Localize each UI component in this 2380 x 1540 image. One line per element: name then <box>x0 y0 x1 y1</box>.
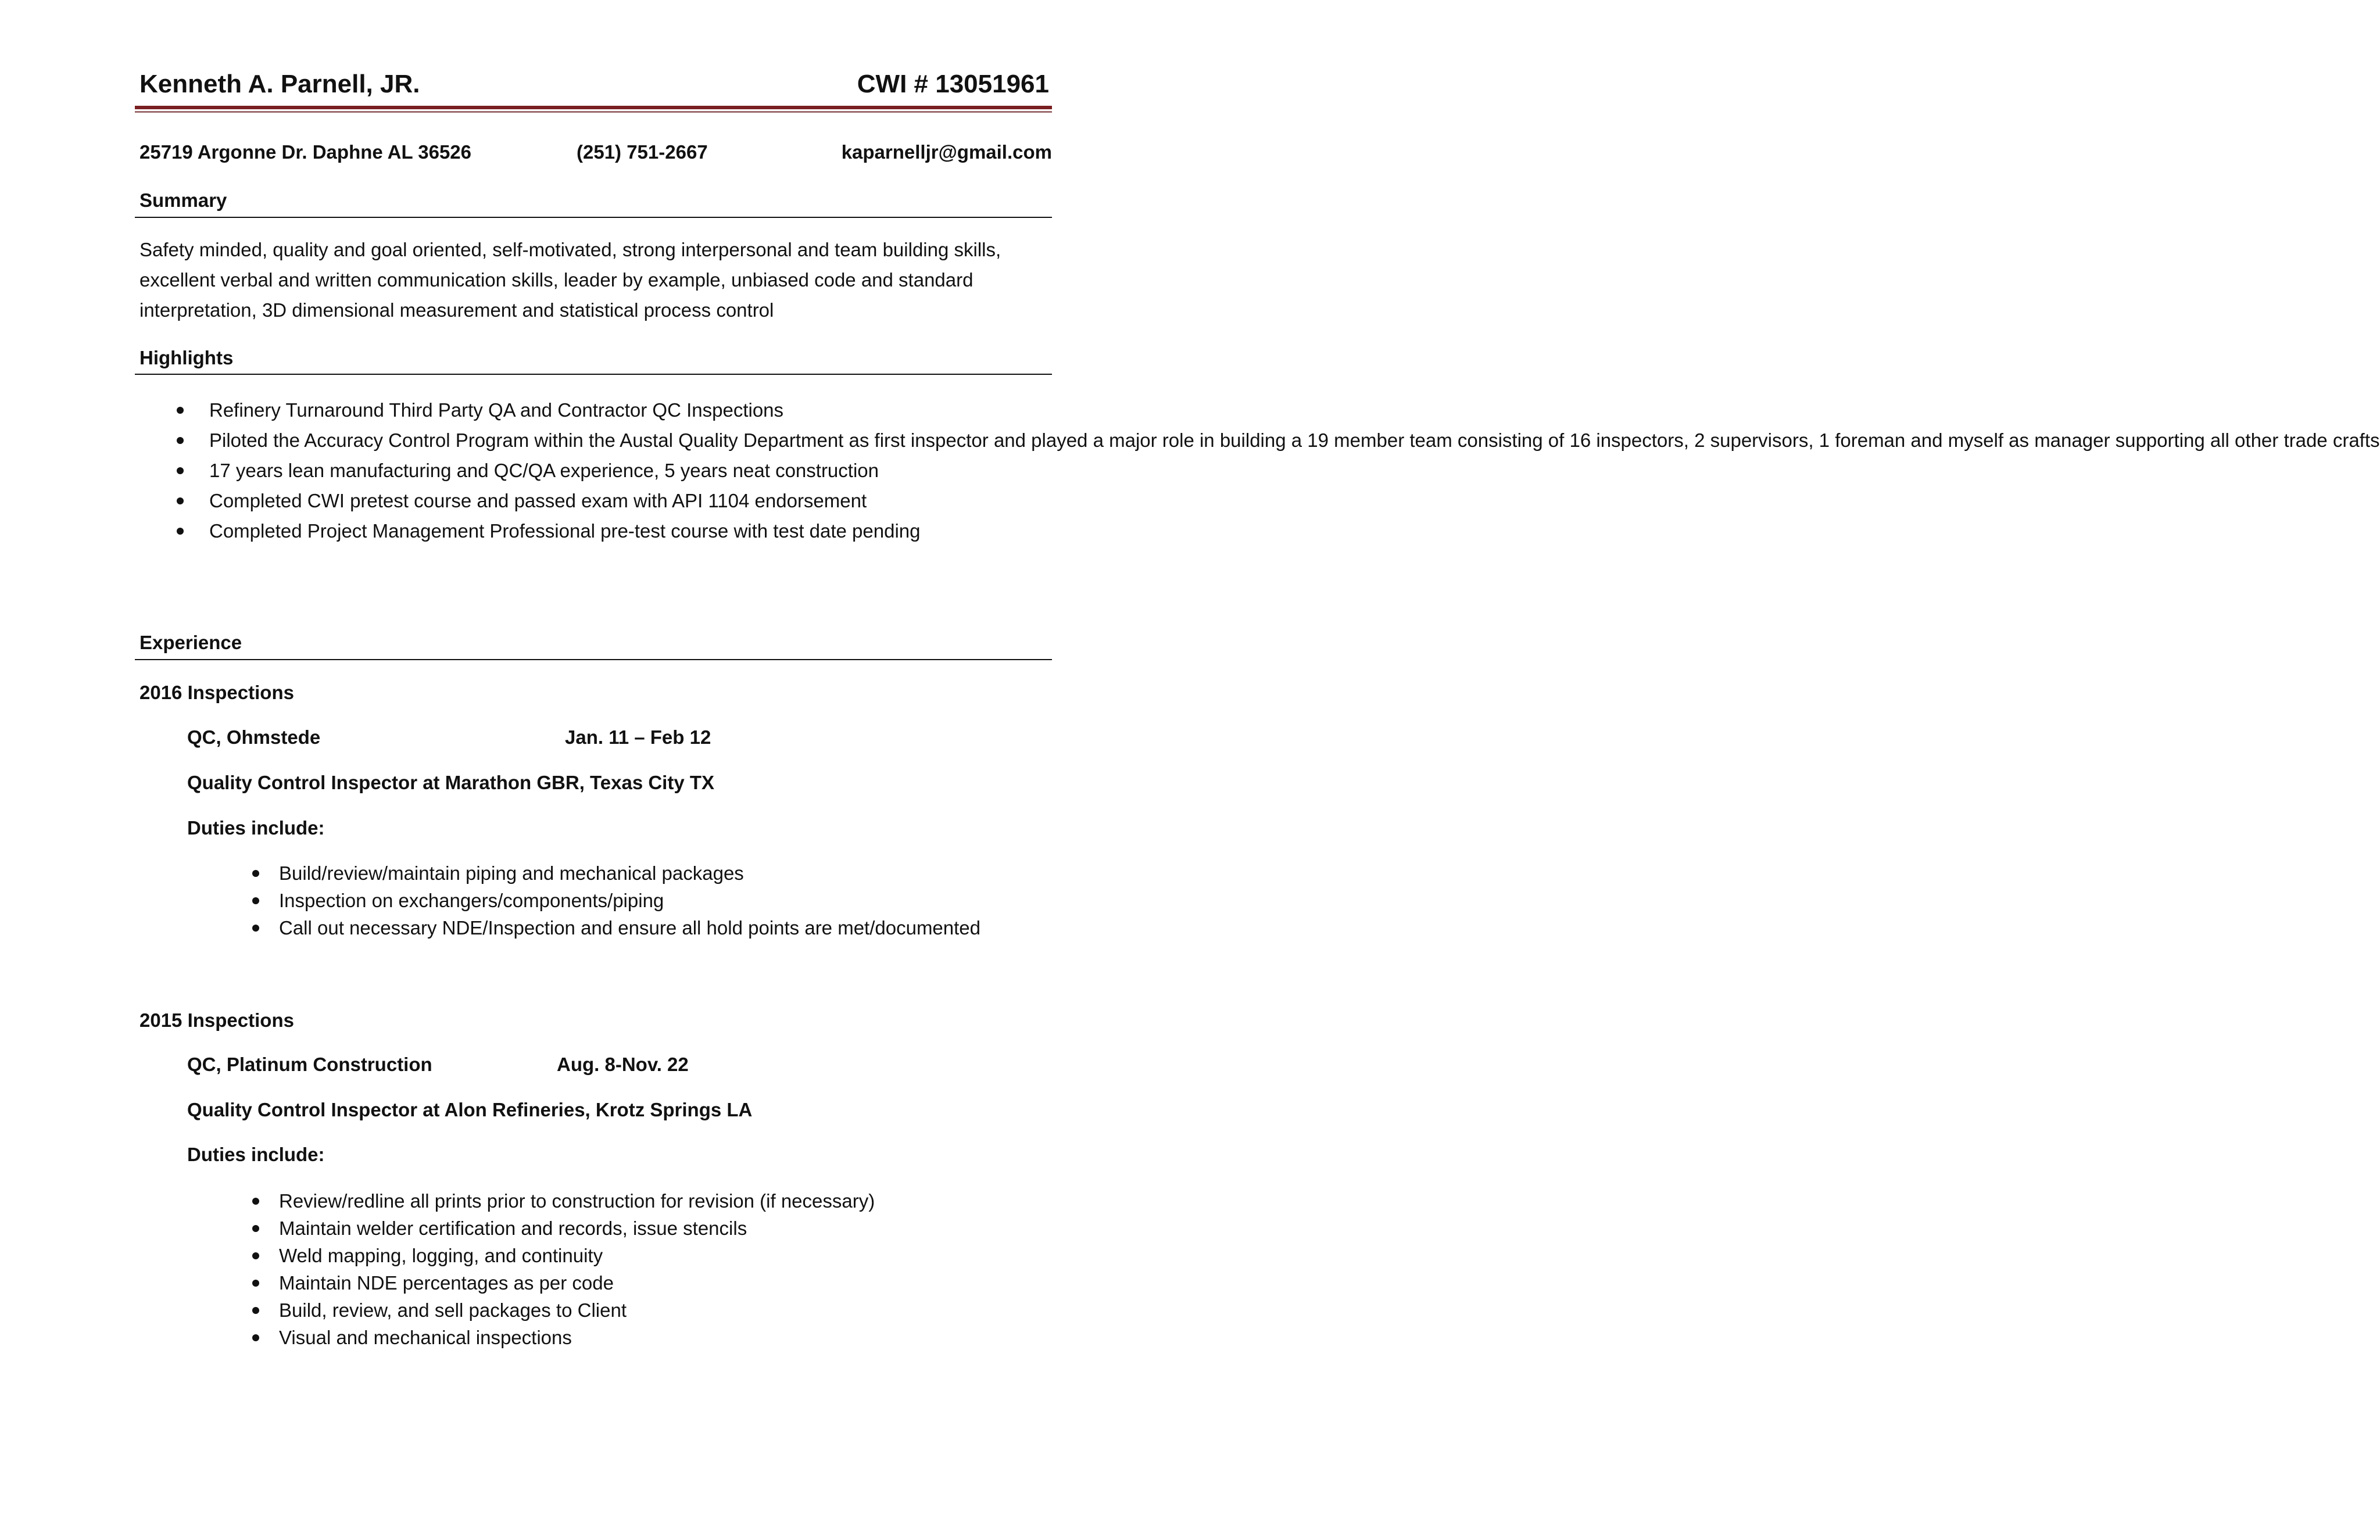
bullet-icon <box>252 1280 259 1287</box>
job-company: QC, Ohmstede <box>187 726 321 748</box>
summary-rule <box>135 217 1052 218</box>
job-dates: Jan. 11 – Feb 12 <box>565 726 711 748</box>
bullet-icon <box>177 497 184 504</box>
duty-item: Review/redline all prints prior to construction for revision (if necessary) <box>279 1187 1046 1215</box>
duties-list <box>279 1187 1046 1351</box>
duties-list <box>279 859 1046 941</box>
duty-item: Maintain NDE percentages as per code <box>279 1269 1046 1297</box>
bullet-icon <box>252 1307 259 1314</box>
phone: (251) 751-2667 <box>577 141 708 163</box>
candidate-name: Kenneth A. Parnell, JR. <box>139 70 420 98</box>
header-rule-secondary <box>135 111 1052 113</box>
bullet-icon <box>252 870 259 877</box>
highlight-item: Piloted the Accuracy Control Program within the Austal Quality Department as first inspector and played a major role in building a 19 member team consisting of 16 inspectors, 2 supervisors, 1 foreman and myself as manager supporting all other trade crafts <box>209 425 1058 456</box>
job-role: Quality Control Inspector at Marathon GBR, Texas City TX <box>187 772 715 793</box>
bullet-icon <box>177 407 184 414</box>
duty-item: Visual and mechanical inspections <box>279 1324 1046 1351</box>
cwi-number: CWI # 13051961 <box>857 70 1049 98</box>
bullet-icon <box>177 437 184 444</box>
duty-item: Weld mapping, logging, and continuity <box>279 1242 1046 1269</box>
highlight-item: Refinery Turnaround Third Party QA and Contractor QC Inspections <box>209 395 1058 425</box>
job-role: Quality Control Inspector at Alon Refineries, Krotz Springs LA <box>187 1099 753 1120</box>
duties-label: Duties include: <box>187 1144 325 1165</box>
duties-label: Duties include: <box>187 817 325 839</box>
highlight-item: Completed Project Management Professional pre-test course with test date pending <box>209 516 1058 546</box>
summary-heading: Summary <box>139 189 227 211</box>
highlights-heading: Highlights <box>139 347 234 368</box>
bullet-icon <box>252 925 259 932</box>
duty-item: Build/review/maintain piping and mechanical packages <box>279 859 1046 887</box>
email: kaparnelljr@gmail.com <box>841 141 1052 163</box>
duty-item: Build, review, and sell packages to Client <box>279 1297 1046 1324</box>
job-heading: 2015 Inspections <box>139 1009 294 1031</box>
duty-item: Call out necessary NDE/Inspection and ensure all hold points are met/documented <box>279 914 1046 941</box>
bullet-icon <box>177 528 184 535</box>
bullet-icon <box>252 1334 259 1341</box>
highlight-item: 17 years lean manufacturing and QC/QA experience, 5 years neat construction <box>209 456 1058 486</box>
address: 25719 Argonne Dr. Daphne AL 36526 <box>139 141 472 163</box>
highlights-rule <box>135 374 1052 375</box>
bullet-icon <box>252 1198 259 1205</box>
bullet-icon <box>252 1252 259 1259</box>
highlight-item: Completed CWI pretest course and passed exam with API 1104 endorsement <box>209 486 1058 516</box>
bullet-icon <box>252 1225 259 1232</box>
summary-text: Safety minded, quality and goal oriented, self-motivated, strong interpersonal and team building skills, excellent verbal and written communication skills, leader by example, unbiased code and standard interpretation, 3D dimensional measurement and statistical process control <box>139 239 1001 321</box>
job-dates: Aug. 8-Nov. 22 <box>557 1054 689 1075</box>
experience-rule <box>135 659 1052 660</box>
experience-heading: Experience <box>139 632 242 653</box>
job-company: QC, Platinum Construction <box>187 1054 432 1075</box>
bullet-icon <box>252 897 259 904</box>
header-rule <box>135 106 1052 109</box>
duty-item: Maintain welder certification and records, issue stencils <box>279 1215 1046 1242</box>
job-heading: 2016 Inspections <box>139 682 294 703</box>
duty-item: Inspection on exchangers/components/piping <box>279 887 1046 914</box>
highlights-list <box>209 395 2380 546</box>
bullet-icon <box>177 467 184 474</box>
